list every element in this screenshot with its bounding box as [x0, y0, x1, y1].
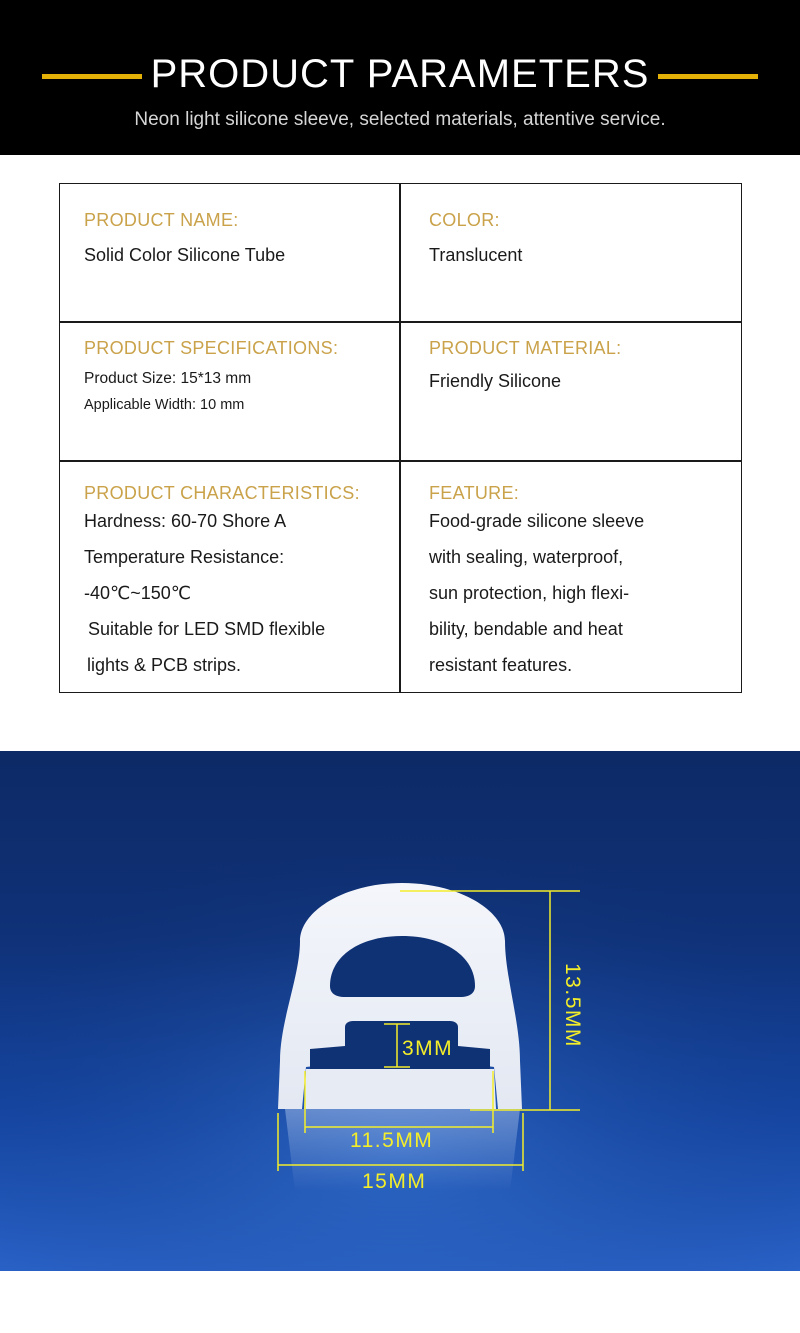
cell-characteristics [84, 481, 396, 683]
feature-line: Food-grade silicone sleeve [429, 511, 645, 531]
feature-line: with sealing, waterproof, [429, 547, 624, 567]
outer-width-label: 15MM [362, 1170, 427, 1193]
feature-label: FEATURE: [429, 483, 520, 503]
product-size-value: Product Size: 15*13 mm [84, 370, 252, 387]
feature-line: resistant features. [429, 655, 573, 675]
product-name-value: Solid Color Silicone Tube [84, 245, 286, 265]
cell-product-name [84, 208, 384, 267]
characteristics-line: -40℃~150℃ [84, 583, 191, 603]
material-value: Friendly Silicone [429, 371, 562, 391]
dimension-diagram [0, 751, 800, 1271]
page-subtitle: Neon light silicone sleeve, selected materials, attentive service. [134, 109, 666, 130]
characteristics-line: Hardness: 60-70 Shore A [84, 511, 287, 531]
page-title: PRODUCT PARAMETERS [150, 52, 650, 96]
characteristics-label: PRODUCT CHARACTERISTICS: [84, 483, 360, 503]
table-divider-vertical [399, 184, 401, 692]
material-label: PRODUCT MATERIAL: [429, 338, 622, 358]
specifications-label: PRODUCT SPECIFICATIONS: [84, 338, 339, 358]
title-rule-right [658, 74, 758, 79]
feature-line: sun protection, high flexi- [429, 583, 630, 603]
applicable-width-value: Applicable Width: 10 mm [84, 397, 245, 413]
table-divider-row-2 [60, 460, 741, 462]
feature-line: bility, bendable and heat [429, 619, 623, 639]
height-label: 13.5MM [561, 963, 584, 1048]
inner-height-label: 3MM [402, 1037, 454, 1060]
header-banner [0, 0, 800, 155]
product-name-label: PRODUCT NAME: [84, 210, 239, 230]
table-divider-row-1 [60, 321, 741, 323]
color-label: COLOR: [429, 210, 500, 230]
color-value: Translucent [429, 245, 523, 265]
cell-material [429, 336, 729, 393]
cell-color [429, 208, 729, 267]
parameters-table [59, 183, 742, 693]
product-dimension-photo [0, 751, 800, 1271]
characteristics-line: Suitable for LED SMD flexible [88, 619, 326, 639]
ribbed-strip [304, 1069, 496, 1109]
characteristics-line: Temperature Resistance: [84, 547, 285, 567]
cell-feature [429, 481, 729, 683]
inner-width-label: 11.5MM [350, 1129, 434, 1152]
cell-specifications [84, 336, 394, 416]
characteristics-line: lights & PCB strips. [87, 655, 242, 675]
